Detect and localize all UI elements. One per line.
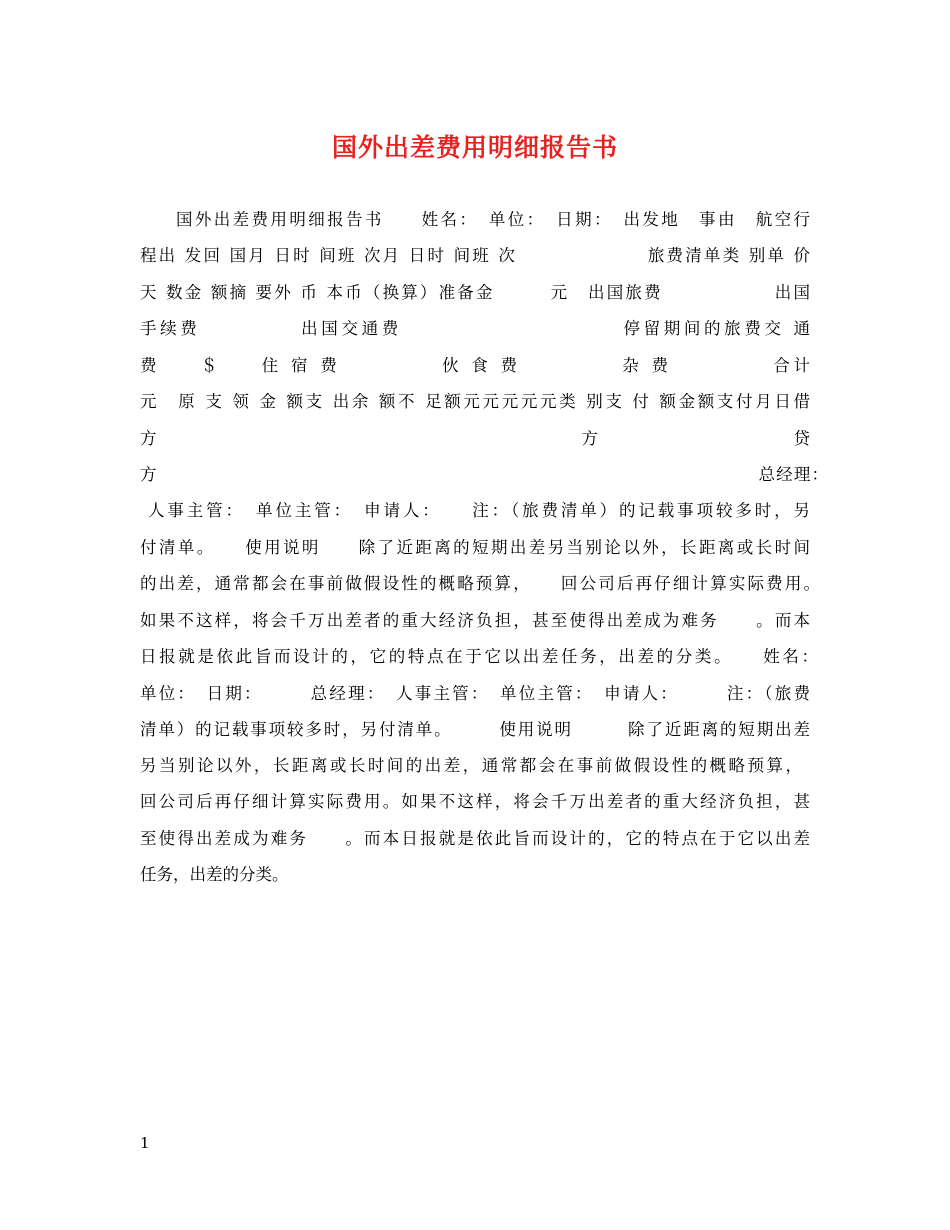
body-line-4: 手续费 出国交通费 停留期间的旅费交 通 (140, 319, 810, 338)
body-line-14: 单位： 日期： 总经理： 人事主管： 单位主管： 申请人： 注：（旅费 (140, 684, 810, 703)
body-line-12: 如果不这样，将会千万出差者的重大经济负担，甚至使得出差成为难务 。而本 (140, 611, 810, 630)
body-line-8: 方 总经理： (140, 465, 828, 484)
body-line-10: 付清单。 使用说明 除了近距离的短期出差另当别论以外，长距离或长时间 (140, 538, 810, 557)
body-line-5: 费 ＄ 住 宿 费 伙 食 费 杂 费 合计 (140, 356, 810, 375)
document-title: 国外出差费用明细报告书 (331, 133, 618, 162)
body-line-13: 日报就是依此旨而设计的，它的特点在于它以出差任务，出差的分类。 姓名： (140, 647, 818, 666)
body-line-19: 任务，出差的分类。 (140, 865, 289, 884)
page-number: 1 (140, 1134, 150, 1152)
body-line-2: 程出 发回 国月 日时 间班 次月 日时 间班 次 旅费清单类 别单 价 (140, 246, 810, 265)
body-line-17: 回公司后再仔细计算实际费用。如果不这样，将会千万出差者的重大经济负担，甚 (140, 792, 810, 811)
body-line-3: 天 数金 额摘 要外 币 本币（换算）准备金 元 出国旅费 出国 (140, 283, 810, 302)
body-line-16: 另当别论以外，长距离或长时间的出差，通常都会在事前做假设性的概略预算， (140, 756, 802, 775)
body-line-7: 方 方 贷 (140, 429, 810, 448)
body-line-15: 清单）的记载事项较多时，另付清单。 使用说明 除了近距离的短期出差 (140, 720, 810, 739)
body-line-6: 元 原 支 领 金 额支 出余 额不 足额元元元元元类 别支 付 额金额支付月日借 (140, 392, 810, 411)
body-line-9: 人事主管： 单位主管： 申请人： 注：（旅费清单）的记载事项较多时，另 (148, 501, 810, 520)
body-line-18: 至使得出差成为难务 。而本日报就是依此旨而设计的，它的特点在于它以出差 (140, 829, 810, 848)
body-line-1: 国外出差费用明细报告书 姓名： 单位： 日期： 出发地 事由 航空行 (176, 210, 810, 229)
body-line-11: 的出差，通常都会在事前做假设性的概略预算， 回公司后再仔细计算实际费用。 (140, 574, 820, 593)
